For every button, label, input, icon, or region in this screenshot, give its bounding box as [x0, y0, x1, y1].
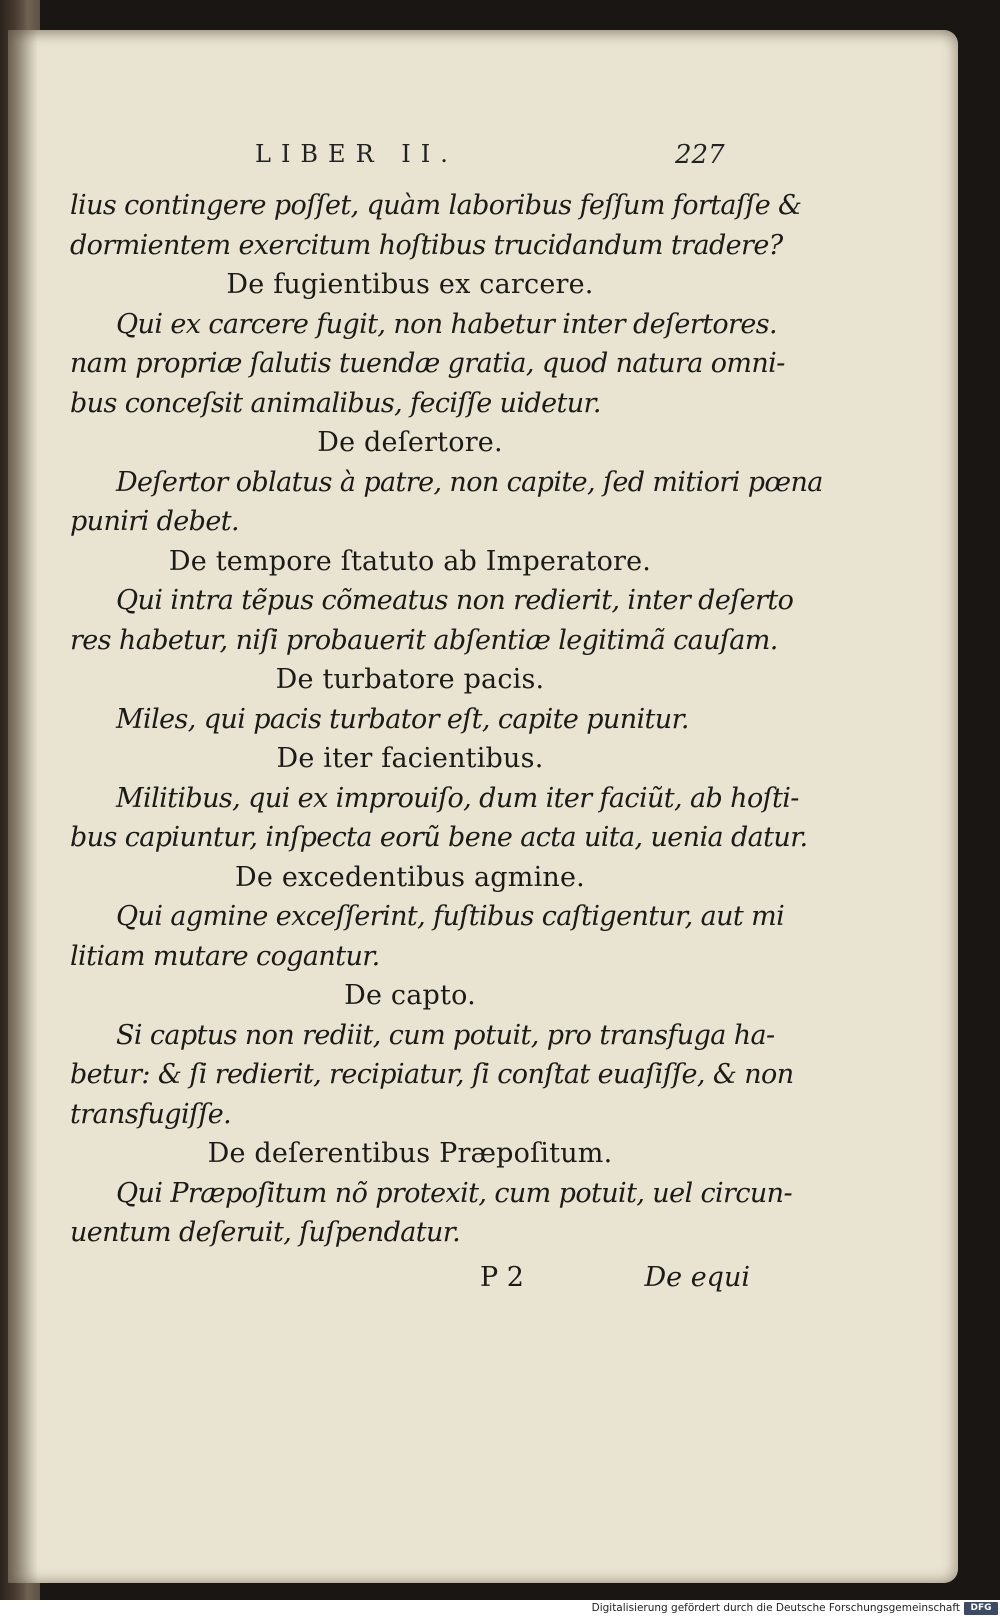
section-heading: De tempore ſtatuto ab Imperatore. — [168, 545, 652, 577]
page-number: 227 — [675, 140, 725, 170]
text-line: uentum deſeruit, ſuſpendatur. — [70, 1217, 461, 1248]
text-line: Qui Præpoſitum nõ protexit, cum potuit, uel circun- — [116, 1177, 792, 1209]
text-line: dormientem exercitum hoſtibus trucidandum tradere? — [70, 229, 783, 261]
digitization-footer — [0, 1600, 1000, 1617]
page-gutter-shadow — [8, 30, 38, 1583]
text-line: Miles, qui pacis turbator eſt, capite punitur. — [116, 703, 689, 735]
funding-credit: Digitalisierung gefördert durch die Deutsche Forschungsgemeinschaft — [591, 1602, 960, 1614]
text-line: litiam mutare cogantur. — [70, 940, 380, 972]
text-line: puniri debet. — [70, 506, 239, 537]
text-line: Militibus, qui ex improuiſo, dum iter faciũt, ab hoſti- — [116, 782, 799, 814]
text-line: res habetur, niſi probauerit abſentiæ legitimã cauſam. — [70, 624, 778, 656]
text-line: Qui ex carcere fugit, non habetur inter deſertores. — [116, 308, 777, 340]
text-line: bus conceſsit animalibus, feciſſe uidetur. — [70, 387, 601, 419]
section-heading: De iter facientibus. — [276, 743, 544, 774]
text-line: Qui agmine exceſſerint, fuſtibus caſtigentur, aut mi — [116, 901, 785, 932]
section-heading: De excedentibus agmine. — [235, 861, 585, 893]
section-heading: De deſertore. — [317, 427, 503, 458]
section-heading: De fugientibus ex carcere. — [226, 269, 594, 300]
section-heading: De capto. — [344, 980, 476, 1011]
text-line: Qui intra tẽpus cõmeatus non redierit, inter deſerto — [116, 585, 794, 616]
text-line: lius contingere poſſet, quàm laboribus feſſum fortaſſe & — [70, 190, 802, 221]
running-head: LIBER II. — [255, 140, 458, 168]
text-line: nam propriæ ſalutis tuendæ gratia, quod natura omni- — [70, 348, 785, 379]
catchword: De equi — [644, 1262, 750, 1293]
section-heading: De turbatore pacis. — [275, 664, 545, 695]
text-line: betur: & ſi redierit, recipiatur, ſi conſtat euaſiſſe, & non — [70, 1059, 794, 1090]
text-line: Deſertor oblatus à patre, non capite, ſed mitiori pœna — [116, 466, 823, 498]
text-line: bus capiuntur, inſpecta eorũ bene acta uita, uenia datur. — [70, 822, 808, 853]
text-line: transfugiſſe. — [70, 1098, 232, 1130]
dfg-logo: DFG — [964, 1602, 998, 1615]
text-block — [70, 186, 823, 1253]
page-header — [255, 140, 1000, 180]
catchword-line — [480, 1262, 750, 1302]
text-line: Si captus non rediit, cum potuit, pro transfuga ha- — [116, 1019, 775, 1051]
signature-mark: P 2 — [480, 1262, 524, 1293]
section-heading: De deſerentibus Præpoſitum. — [207, 1138, 613, 1169]
